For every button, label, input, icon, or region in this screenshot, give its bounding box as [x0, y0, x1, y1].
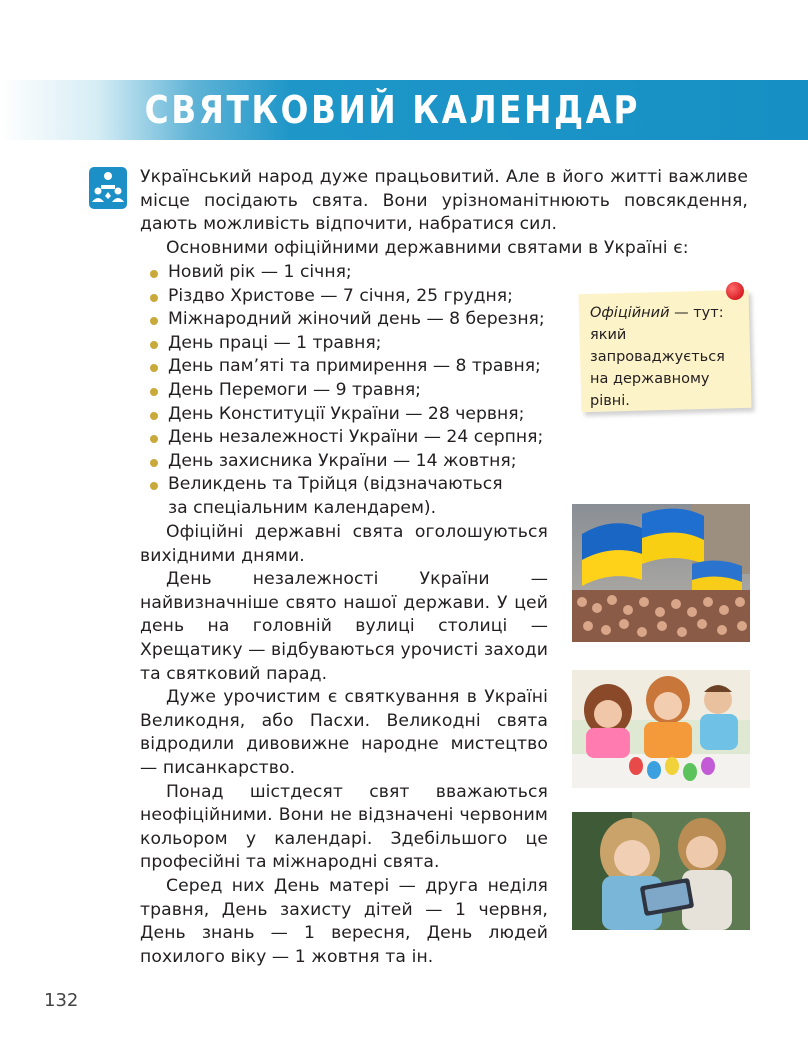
definition-text — [590, 302, 740, 412]
list-item: День праці — 1 травня; — [148, 332, 568, 356]
main-column — [140, 521, 548, 969]
page-title: СВЯТКОВИЙ КАЛЕНДАР — [144, 88, 640, 132]
list-item: Різдво Христове — 7 січня, 25 грудня; — [148, 285, 568, 309]
lead-paragraph: Основними офіційними державними святами в Україні є: — [166, 238, 689, 258]
list-item: Великдень та Трійця (відзначаються — [148, 473, 568, 497]
paragraph: Офіційні державні свята оголошуються вихідними днями. — [140, 522, 548, 566]
pin-icon — [726, 282, 744, 300]
list-item: Міжнародний жіночий день — 8 березня; — [148, 308, 568, 332]
page-number: 132 — [44, 990, 79, 1011]
reading-group-icon — [88, 166, 128, 210]
title-banner — [0, 80, 808, 140]
photo-children-painting-eggs — [572, 670, 750, 788]
list-item: День пам’яті та примирення — 8 травня; — [148, 355, 568, 379]
list-item: Новий рік — 1 січня; — [148, 261, 568, 285]
definition-term: Офіційний — [590, 305, 670, 321]
photo-girls-with-tablet — [572, 812, 750, 930]
paragraph: Дуже урочистим є святкування в Україні Великодня, або Пасхи. Великодні свята відродили дивовижне народне мистецтво — писанкарство. — [140, 687, 548, 778]
list-item: День Перемоги — 9 травня; — [148, 379, 568, 403]
paragraph: День незалежності України — найвизначніше свято нашої держави. У цей день на головній вулиці столиці — Хрещатику — відбуваються урочисті заходи та святковий парад. — [140, 569, 548, 684]
list-item-continuation-text: за спеціальним календарем). — [168, 497, 437, 518]
list-item: День захисника України — 14 жовтня; — [148, 450, 568, 474]
definition-body: — тут: який запроваджується на державному рівні. — [590, 305, 725, 409]
photo-independence-day-crowd — [572, 504, 750, 642]
list-item: День Конституції України — 28 червня; — [148, 403, 568, 427]
list-item-continuation — [148, 497, 568, 521]
holiday-list — [148, 261, 568, 521]
paragraph: Понад шістдесят свят вважаються неофіційними. Вони не відзначені червоним кольором у календарі. Здебільшого це професійні та міжнародні свята. — [140, 781, 548, 873]
list-item: День незалежності України — 24 серпня; — [148, 426, 568, 450]
paragraph: Серед них День матері — друга неділя травня, День захисту дітей — 1 червня, День знань — 1 вересня, День людей похилого віку — 1 жовтня та ін. — [140, 875, 548, 967]
intro-paragraph: Український народ дуже працьовитий. Але в його житті важливе місце посідають свята. Вони урізноманітнюють повсякдення, дають можливість відпочити, набратися сил. — [140, 167, 748, 235]
